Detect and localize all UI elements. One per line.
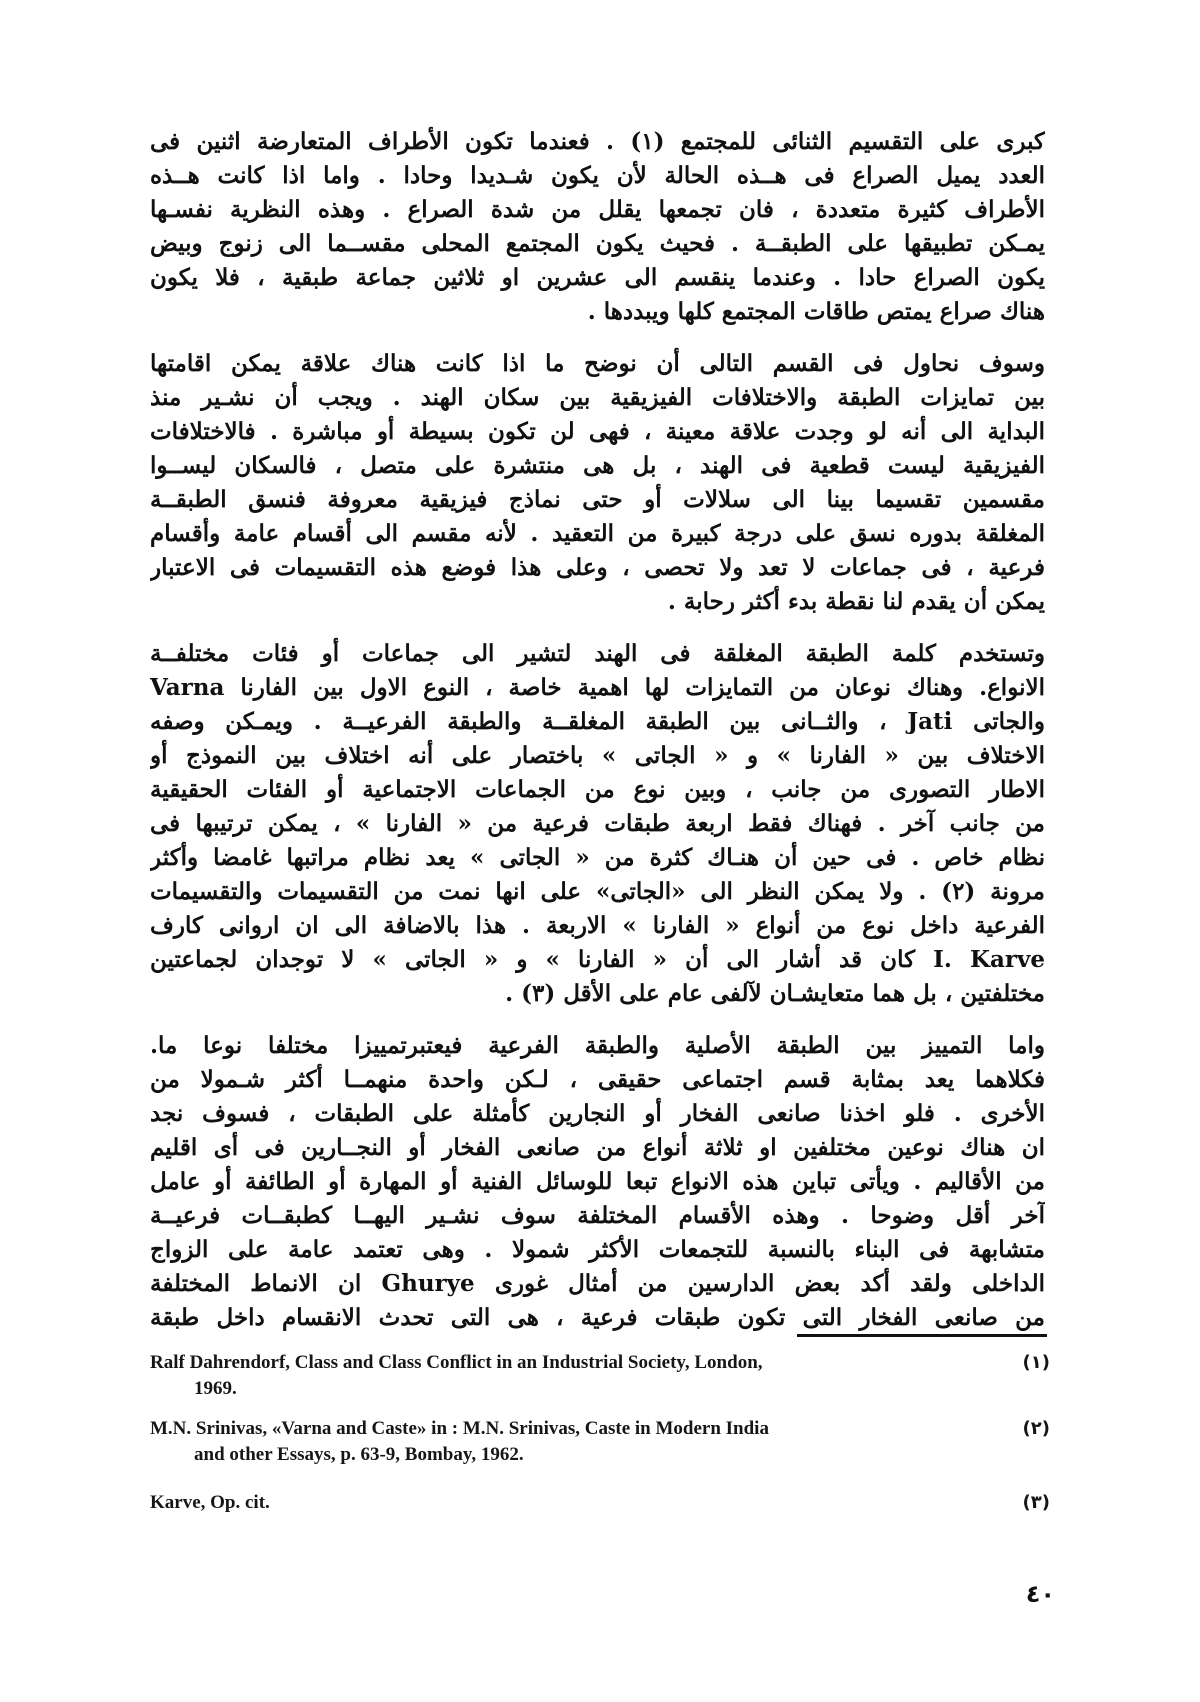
footnote-text: M.N. Srinivas, «Varna and Caste» in : M.N. Srinivas, Caste in Modern India: [150, 1418, 769, 1439]
paragraph-3: [150, 637, 1045, 1011]
text-line: الانواع. وهناك نوعان من التمايزات لها اهمية خاصة ، النوع الاول بين الفارنا Varna: [150, 674, 1045, 701]
text-line: كبرى على التقسيم الثنائى للمجتمع (١) . فعندما تكون الأطراف المتعارضة اثنين فى: [150, 128, 1045, 155]
text-line: البداية الى أنه لو وجدت علاقة معينة ، فهى لن تكون بسيطة أو مباشرة . فالاختلافات: [150, 418, 1045, 445]
text-line: وتستخدم كلمة الطبقة المغلقة فى الهند لتشير الى جماعات أو فئات مختلفــة: [150, 640, 1045, 667]
footnote-2: [150, 1416, 1050, 1468]
paragraph-1: [150, 125, 1045, 329]
text-line: العدد يميل الصراع فى هــذه الحالة لأن يكون شـديدا وحادا . واما اذا كانت هــذه: [150, 162, 1045, 189]
text-line: بين تمايزات الطبقة والاختلافات الفيزيقية بين سكان الهند . ويجب أن نشـير منذ: [150, 384, 1045, 411]
text-line: آخر أقل وضوحا . وهذه الأقسام المختلفة سوف نشـير اليهــا كطبقــات فرعيــة: [150, 1202, 1045, 1229]
footnotes: [150, 1350, 1050, 1530]
text-line: وسوف نحاول فى القسم التالى أن نوضح ما اذا كانت هناك علاقة يمكن اقامتها: [150, 350, 1045, 377]
page-number: ٤٠: [1025, 1580, 1055, 1608]
text-line: الاختلاف بين « الفارنا » و « الجاتى » باختصار على أنه اختلاف بين النموذج أو: [150, 742, 1045, 769]
text-line: مختلفتين ، بل هما متعايشـان لآلفى عام على الأقل (٣) .: [505, 980, 1045, 1007]
text-line: الفيزيقية ليست قطعية فى الهند ، بل هى منتشرة على متصل ، فالسكان ليســوا: [150, 452, 1045, 479]
footnote-number: (١): [1022, 1352, 1050, 1373]
text-line: فرعية ، فى جماعات لا تعد ولا تحصى ، وعلى هذا فوضع هذه التقسيمات فى الاعتبار: [150, 554, 1045, 581]
text-line: الداخلى ولقد أكد بعض الدارسين من أمثال غورى Ghurye ان الانماط المختلفة: [150, 1270, 1045, 1297]
text-line: والجاتى Jati ، والثــانى بين الطبقة المغلقــة والطبقة الفرعيــة . ويمـكن وصفه: [150, 708, 1045, 735]
paragraph-4: [150, 1029, 1045, 1335]
text-line: يكون الصراع حادا . وعندما ينقسم الى عشرين او ثلاثين جماعة طبقية ، فلا يكون: [150, 264, 1045, 291]
text-line: مرونة (٢) . ولا يمكن النظر الى «الجاتى» على انها نمت من التقسيمات والتقسيمات: [150, 878, 1045, 905]
text-line: يمكن أن يقدم لنا نقطة بدء أكثر رحابة .: [667, 588, 1045, 615]
text-line: من جانب آخر . فهناك فقط اربعة طبقات فرعية من « الفارنا » ، يمكن ترتيبها فى: [150, 810, 1045, 837]
footnote-3: [150, 1490, 1050, 1516]
text-line: ان هناك نوعين مختلفين او ثلاثة أنواع من صانعى الفخار أو النجــارين فى أى اقليم: [150, 1134, 1045, 1161]
text-line: الفرعية داخل نوع من أنواع « الفارنا » الاربعة . هذا بالاضافة الى ان اروانى كارف: [150, 912, 1045, 939]
footnote-1: [150, 1350, 1050, 1402]
text-line: يمـكن تطبيقها على الطبقــة . فحيث يكون المجتمع المحلى مقســما الى زنوج وبيض: [150, 230, 1045, 257]
footnote-number: (٣): [1022, 1492, 1050, 1513]
footnote-text: 1969.: [194, 1378, 237, 1399]
body-text: [150, 125, 1045, 1335]
text-line: هناك صراع يمتص طاقات المجتمع كلها ويبددها .: [587, 298, 1045, 325]
text-line: متشابهة فى البناء بالنسبة للتجمعات الأكثر شمولا . وهى تعتمد عامة على الزواج: [150, 1236, 1045, 1263]
text-line: واما التمييز بين الطبقة الأصلية والطبقة الفرعية فيعتبرتمييزا مختلفا نوعا ما.: [150, 1032, 1045, 1059]
footnote-text: Ralf Dahrendorf, Class and Class Conflict in an Industrial Society, London,: [150, 1352, 763, 1373]
footnote-separator: [797, 1334, 1047, 1337]
footnote-text: and other Essays, p. 63-9, Bombay, 1962.: [194, 1444, 524, 1465]
text-line: مقسمين تقسيما بينا الى سلالات أو حتى نماذج فيزيقية معروفة فنسق الطبقــة: [150, 486, 1045, 513]
text-line: نظام خاص . فى حين أن هنـاك كثرة من « الجاتى » يعد نظام مراتبها غامضا وأكثر: [150, 844, 1045, 871]
text-line: المغلقة بدوره نسق على درجة كبيرة من التعقيد . لأنه مقسم الى أقسام عامة وأقسام: [150, 520, 1045, 547]
text-line: فكلاهما يعد بمثابة قسم اجتماعى حقيقى ، لـكن واحدة منهمــا أكثر شـمولا من: [150, 1066, 1045, 1093]
text-line: من الأقاليم . ويأتى تباين هذه الانواع تبعا للوسائل الفنية أو المهارة أو الطائفة أو عامل: [150, 1168, 1045, 1195]
text-line: الأطراف كثيرة متعددة ، فان تجمعها يقلل من شدة الصراع . وهذه النظرية نفسـها: [150, 196, 1045, 223]
footnote-text: Karve, Op. cit.: [150, 1492, 270, 1513]
footnote-number: (٢): [1022, 1418, 1050, 1439]
text-line: من صانعى الفخار التى تكون طبقات فرعية ، هى التى تحدث الانقسام داخل طبقة: [150, 1304, 1045, 1331]
text-line: الاطار التصورى من جانب ، وبين نوع من الجماعات الاجتماعية أو الفئات الحقيقية: [150, 776, 1045, 803]
text-line: الأخرى . فلو اخذنا صانعى الفخار أو النجارين كأمثلة على الطبقات ، فسوف نجد: [150, 1100, 1045, 1127]
text-line: I. Karve كان قد أشار الى أن « الفارنا » و « الجاتى » لا توجدان لجماعتين: [150, 946, 1045, 973]
paragraph-2: [150, 347, 1045, 619]
